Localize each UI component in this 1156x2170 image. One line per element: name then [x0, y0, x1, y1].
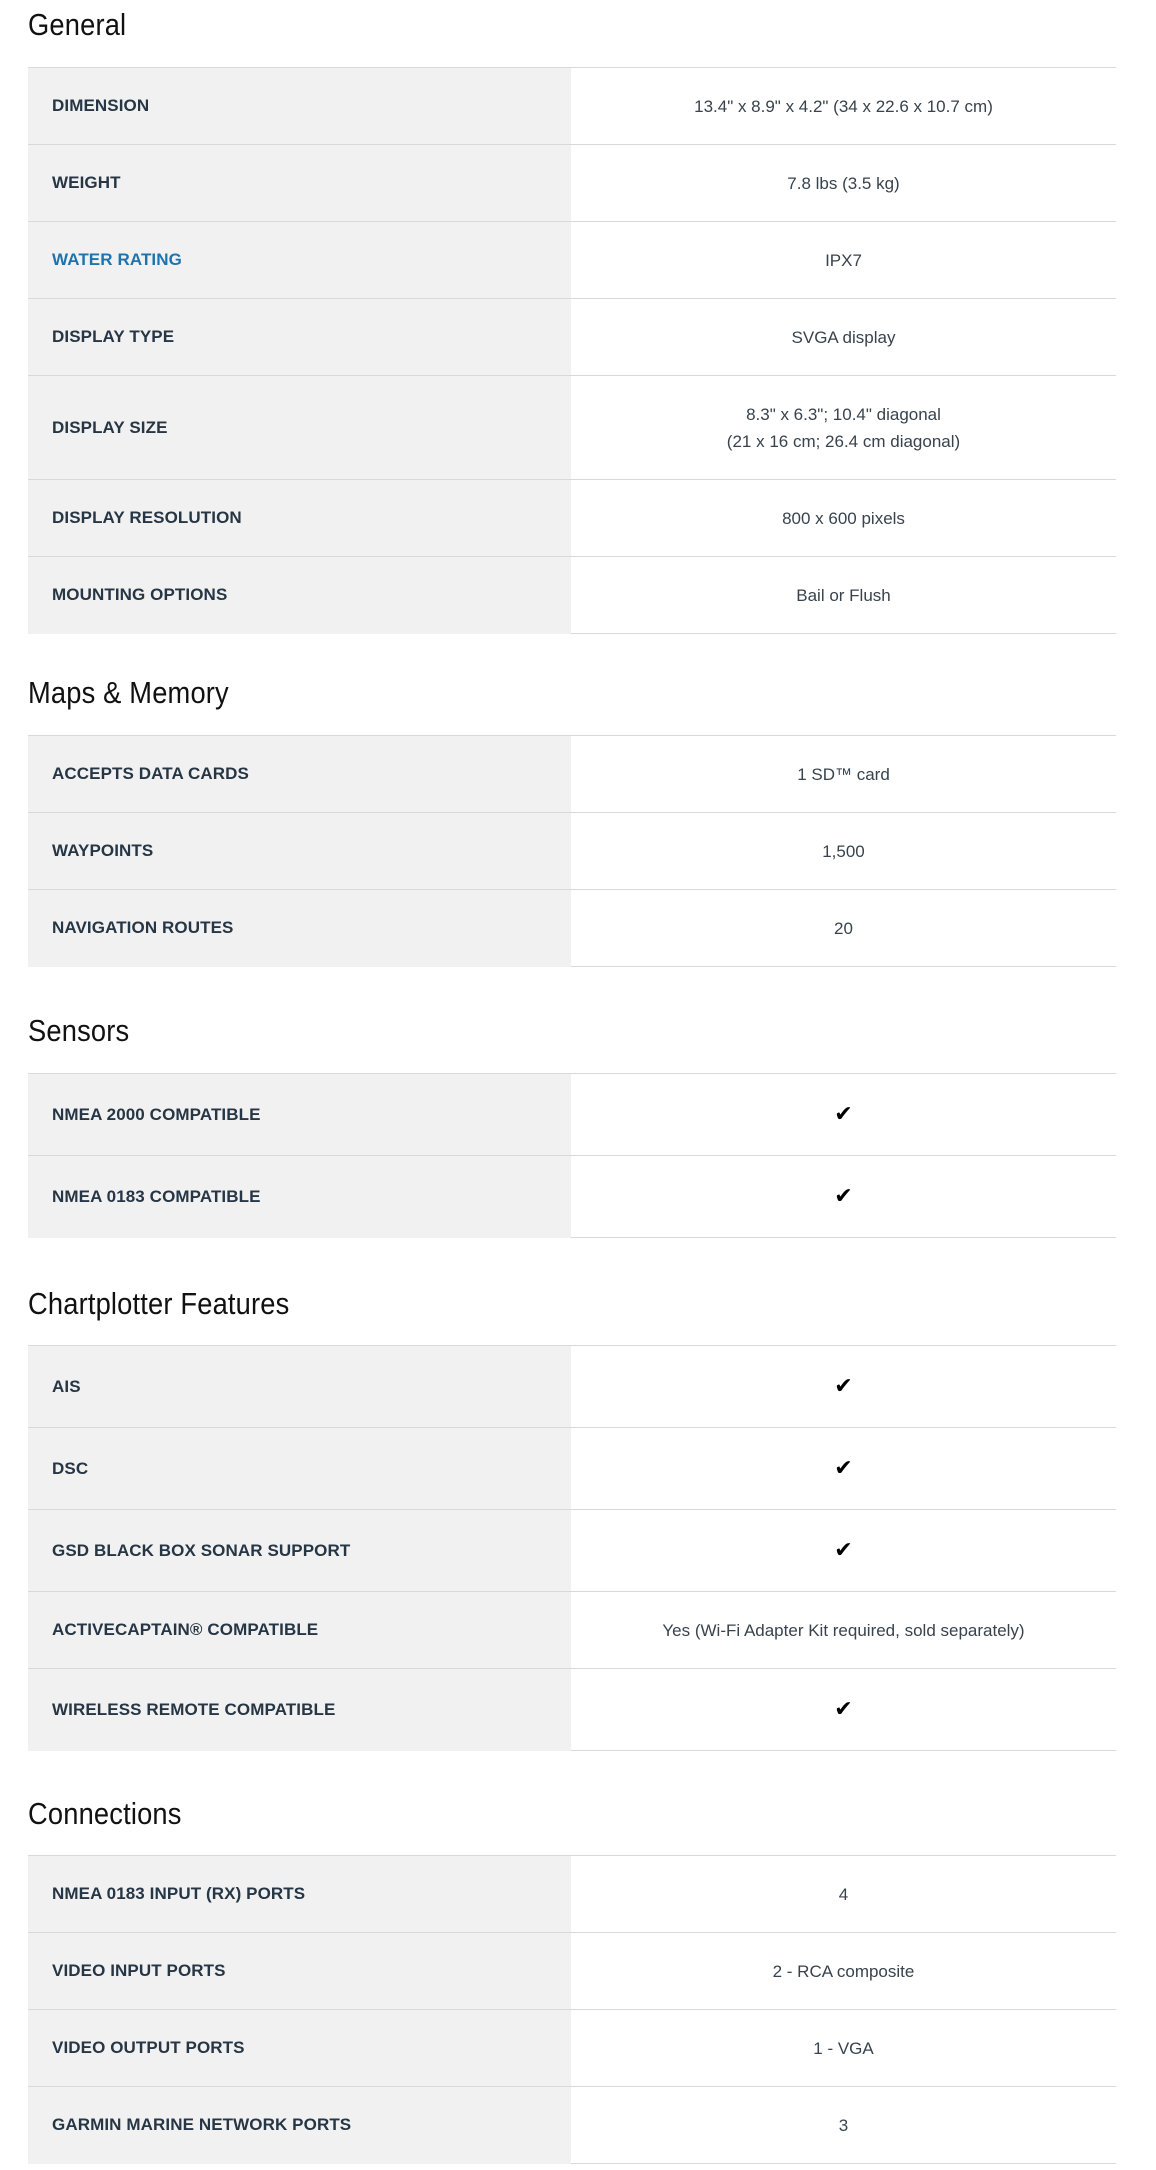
- spec-value: [571, 1156, 1116, 1238]
- spec-table-chartplotter-features: [28, 1345, 1116, 1751]
- spec-label: DISPLAY RESOLUTION: [28, 480, 571, 557]
- spec-label: AIS: [28, 1346, 571, 1428]
- spec-value: 2 - RCA composite: [571, 1933, 1116, 2010]
- spec-value: 20: [571, 890, 1116, 967]
- spec-value: 1,500: [571, 813, 1116, 890]
- spec-row-accepts-data-cards: [28, 736, 1116, 813]
- spec-row-waypoints: [28, 813, 1116, 890]
- check-icon: ✔: [834, 1696, 853, 1722]
- spec-row-video-output: [28, 2010, 1116, 2087]
- spec-row-ais: [28, 1346, 1116, 1428]
- water-rating-link[interactable]: WATER RATING: [28, 222, 571, 299]
- spec-row-weight: [28, 145, 1116, 222]
- spec-table-maps-memory: [28, 735, 1116, 967]
- spec-label: DISPLAY SIZE: [28, 376, 571, 480]
- spec-row-wireless-remote: [28, 1669, 1116, 1751]
- spec-label: WIRELESS REMOTE COMPATIBLE: [28, 1669, 571, 1751]
- spec-row-display-resolution: [28, 480, 1116, 557]
- spec-label: VIDEO OUTPUT PORTS: [28, 2010, 571, 2087]
- spec-label: ACTIVECAPTAIN® COMPATIBLE: [28, 1592, 571, 1669]
- spec-label: DIMENSION: [28, 68, 571, 145]
- spec-value: 800 x 600 pixels: [571, 480, 1116, 557]
- spec-value: 4: [571, 1856, 1116, 1933]
- check-icon: ✔: [834, 1101, 853, 1127]
- spec-label: NMEA 0183 INPUT (RX) PORTS: [28, 1856, 571, 1933]
- spec-row-dsc: [28, 1428, 1116, 1510]
- check-icon: ✔: [834, 1183, 853, 1209]
- spec-value: Yes (Wi-Fi Adapter Kit required, sold separately): [571, 1592, 1116, 1669]
- spec-value: 13.4" x 8.9" x 4.2" (34 x 22.6 x 10.7 cm): [571, 68, 1116, 145]
- spec-row-video-input: [28, 1933, 1116, 2010]
- spec-label: ACCEPTS DATA CARDS: [28, 736, 571, 813]
- spec-row-nmea-0183-input: [28, 1856, 1116, 1933]
- spec-row-display-size: [28, 376, 1116, 480]
- spec-row-garmin-network: [28, 2087, 1116, 2164]
- spec-value: SVGA display: [571, 299, 1116, 376]
- spec-row-water-rating: [28, 222, 1116, 299]
- spec-label: WAYPOINTS: [28, 813, 571, 890]
- spec-row-navigation-routes: [28, 890, 1116, 967]
- spec-label: DSC: [28, 1428, 571, 1510]
- spec-label: NMEA 0183 COMPATIBLE: [28, 1156, 571, 1238]
- spec-value: 3: [571, 2087, 1116, 2164]
- check-icon: ✔: [834, 1537, 853, 1563]
- check-icon: ✔: [834, 1455, 853, 1481]
- spec-row-gsd-black-box: [28, 1510, 1116, 1592]
- section-title-chartplotter-features: Chartplotter Features: [28, 1286, 290, 1321]
- spec-value: 1 - VGA: [571, 2010, 1116, 2087]
- spec-value: [571, 1510, 1116, 1592]
- section-title-sensors: Sensors: [28, 1013, 130, 1048]
- spec-label: MOUNTING OPTIONS: [28, 557, 571, 634]
- spec-row-activecaptain: [28, 1592, 1116, 1669]
- spec-row-dimension: [28, 68, 1116, 145]
- spec-table-general: [28, 67, 1116, 634]
- spec-table-sensors: [28, 1073, 1116, 1238]
- spec-row-mounting-options: [28, 557, 1116, 634]
- spec-label: NAVIGATION ROUTES: [28, 890, 571, 967]
- section-title-general: General: [28, 7, 127, 42]
- spec-label: DISPLAY TYPE: [28, 299, 571, 376]
- section-title-maps-memory: Maps & Memory: [28, 675, 229, 710]
- spec-table-connections: [28, 1855, 1116, 2164]
- spec-value: 1 SD™ card: [571, 736, 1116, 813]
- spec-value: 7.8 lbs (3.5 kg): [571, 145, 1116, 222]
- spec-label: VIDEO INPUT PORTS: [28, 1933, 571, 2010]
- spec-label: WEIGHT: [28, 145, 571, 222]
- spec-value: [571, 1428, 1116, 1510]
- spec-value: IPX7: [571, 222, 1116, 299]
- spec-value: [571, 1346, 1116, 1428]
- spec-value: [571, 376, 1116, 480]
- spec-value: Bail or Flush: [571, 557, 1116, 634]
- spec-row-display-type: [28, 299, 1116, 376]
- spec-row-nmea-0183: [28, 1156, 1116, 1238]
- spec-label: GSD BLACK BOX SONAR SUPPORT: [28, 1510, 571, 1592]
- spec-value-line: 8.3" x 6.3"; 10.4" diagonal: [746, 404, 941, 424]
- spec-row-nmea-2000: [28, 1074, 1116, 1156]
- spec-value: [571, 1074, 1116, 1156]
- spec-value: [571, 1669, 1116, 1751]
- spec-label: GARMIN MARINE NETWORK PORTS: [28, 2087, 571, 2164]
- check-icon: ✔: [834, 1373, 853, 1399]
- section-title-connections: Connections: [28, 1796, 182, 1831]
- spec-label: NMEA 2000 COMPATIBLE: [28, 1074, 571, 1156]
- spec-value-line: (21 x 16 cm; 26.4 cm diagonal): [726, 431, 961, 451]
